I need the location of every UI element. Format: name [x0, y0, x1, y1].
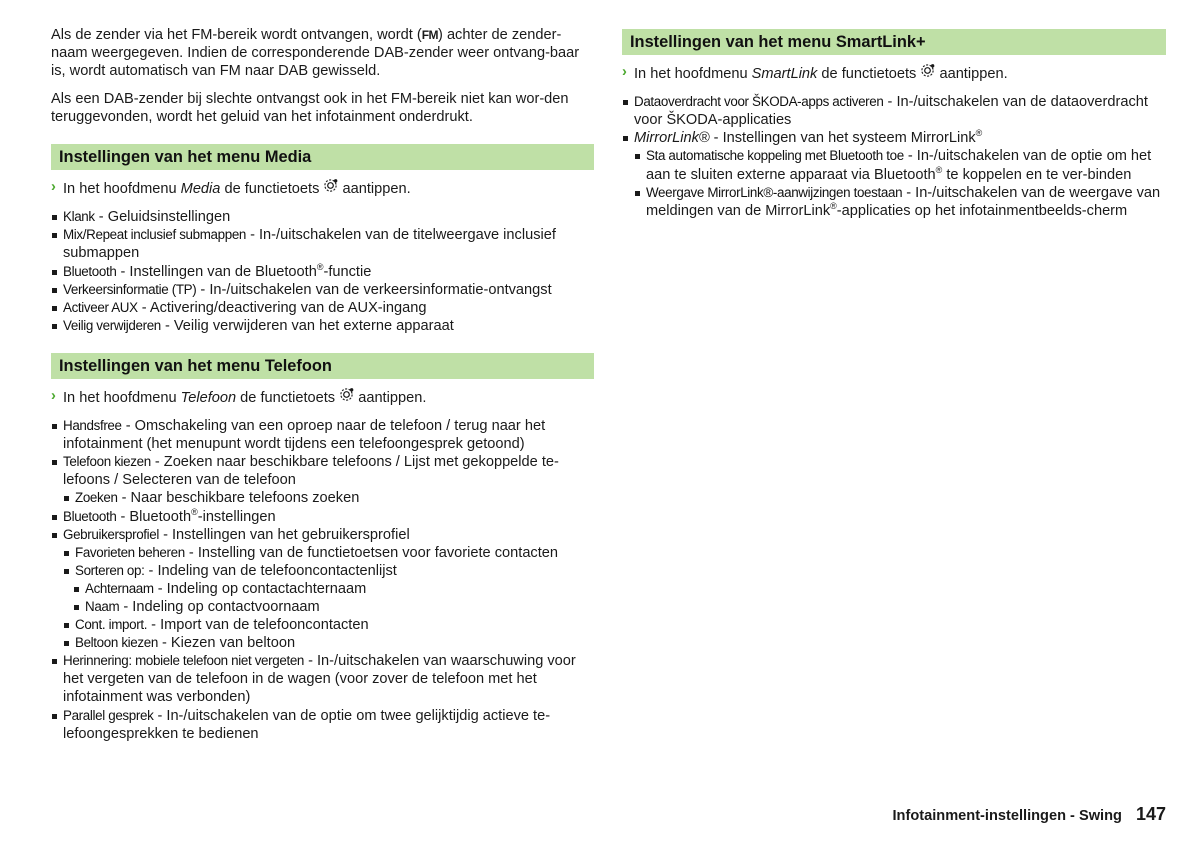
intro-text: aantippen. [338, 181, 411, 198]
menu-name: Telefoon [180, 389, 237, 406]
intro-text: In het hoofdmenu [634, 66, 752, 82]
list-item: Parallel gesprek - In-/uitschakelen van de optie om twee gelijktijdig actieve te-lefoongesprekken te bedienen [51, 707, 594, 743]
list-item: Handsfree - Omschakeling van een oproep naar de telefoon / terug naar het infotainment (het menupunt wordt tijdens een telefoongesprek getoond) [51, 417, 594, 453]
settings-gear-icon [920, 63, 935, 82]
smartlink-settings-list [622, 93, 1166, 220]
paragraph-dab-suppress: Als een DAB-zender bij slechte ontvangst ook in het FM-bereik niet kan wor-den teruggevonden, wordt het geluid van het infotainment onderdrukt. [51, 90, 569, 125]
page-number: 147 [1135, 804, 1166, 824]
intro-text: In het hoofdmenu [63, 181, 181, 198]
list-item: Favorieten beheren - Instelling van de functietoetsen voor favoriete contacten [63, 544, 594, 562]
list-item: Sta automatische koppeling met Bluetooth toe - In-/uitschakelen van de optie om het aan te sluiten externe apparaat via Bluetooth® te koppelen en te ver-binden [634, 147, 1166, 183]
intro-text: de functietoets [220, 181, 320, 198]
section-heading-smartlink: Instellingen van het menu SmartLink+ [622, 29, 1166, 55]
list-item: MirrorLink® - Instellingen van het systeem MirrorLink® [622, 129, 1166, 147]
list-item: Veilig verwijderen - Veilig verwijderen van het externe apparaat [51, 317, 594, 335]
media-settings-list [51, 208, 594, 335]
para-text: Als de zender via het FM-bereik wordt ontvangen, wordt ( [51, 27, 422, 43]
settings-gear-icon [323, 178, 338, 197]
list-item: Dataoverdracht voor ŠKODA-apps activeren - In-/uitschakelen van de dataoverdracht voor ŠKODA-applicaties [622, 93, 1166, 129]
list-item: Weergave MirrorLink®-aanwijzingen toestaan - In-/uitschakelen van de weergave van meldingen van de MirrorLink®-applicaties op het infotainmentbeelds-cherm [634, 184, 1166, 220]
list-item: Zoeken - Naar beschikbare telefoons zoeken [63, 489, 594, 507]
paragraph-fm-dab [51, 26, 594, 81]
list-item: Cont. import. - Import van de telefooncontacten [63, 616, 594, 634]
telefoon-settings-list [51, 417, 594, 743]
instruction-smartlink [622, 63, 1166, 83]
list-item: Bluetooth - Instellingen van de Bluetooth®-functie [51, 263, 594, 281]
left-column [51, 26, 594, 743]
intro-text: de functietoets [236, 389, 336, 406]
intro-text: de functietoets [817, 66, 917, 82]
menu-name: SmartLink [751, 66, 818, 82]
footer-section-title: Infotainment-instellingen - Swing [892, 808, 1122, 824]
section-heading-media: Instellingen van het menu Media [51, 144, 594, 170]
menu-name: Media [180, 181, 221, 198]
settings-gear-icon [339, 387, 354, 406]
list-item: Gebruikersprofiel - Instellingen van het gebruikersprofiel [51, 526, 594, 544]
list-item: Klank - Geluidsinstellingen [51, 208, 594, 226]
arrow-icon: › [51, 387, 56, 404]
intro-text: aantippen. [935, 66, 1008, 82]
arrow-icon: › [622, 64, 627, 80]
arrow-icon: › [51, 179, 56, 196]
list-item: Verkeersinformatie (TP) - In-/uitschakelen van de verkeersinformatie-ontvangst [51, 281, 594, 299]
list-item: Sorteren op: - Indeling van de telefooncontactenlijst [63, 562, 594, 580]
list-item: Bluetooth - Bluetooth®-instellingen [51, 508, 594, 526]
instruction-media [51, 178, 594, 198]
list-item: Herinnering: mobiele telefoon niet vergeten - In-/uitschakelen van waarschuwing voor het vergeten van de telefoon in de wagen (voor zover de telefoon met het infotainment was verbonden) [51, 652, 594, 706]
list-item: Beltoon kiezen - Kiezen van beltoon [63, 634, 594, 652]
intro-text: In het hoofdmenu [63, 389, 181, 406]
list-item: Achternaam - Indeling op contactachternaam [73, 580, 594, 598]
right-column [622, 26, 1166, 220]
list-item: Telefoon kiezen - Zoeken naar beschikbare telefoons / Lijst met gekoppelde te-lefoons / Selecteren van de telefoon [51, 453, 594, 489]
instruction-telefoon [51, 387, 594, 407]
list-item: Mix/Repeat inclusief submappen - In-/uitschakelen van de titelweergave inclusief submappen [51, 226, 594, 262]
intro-text: aantippen. [354, 389, 427, 406]
page-footer [893, 804, 1167, 825]
para-text: ) achter de zender-naam weergegeven. Indien de corresponderende DAB-zender weer ontvang-baar is, wordt automatisch van FM naar DAB gewisseld. [51, 27, 580, 80]
fm-symbol: FM [421, 28, 439, 42]
section-heading-telefoon: Instellingen van het menu Telefoon [51, 353, 594, 379]
list-item: Activeer AUX - Activering/deactivering van de AUX-ingang [51, 299, 594, 317]
list-item: Naam - Indeling op contactvoornaam [73, 598, 594, 616]
